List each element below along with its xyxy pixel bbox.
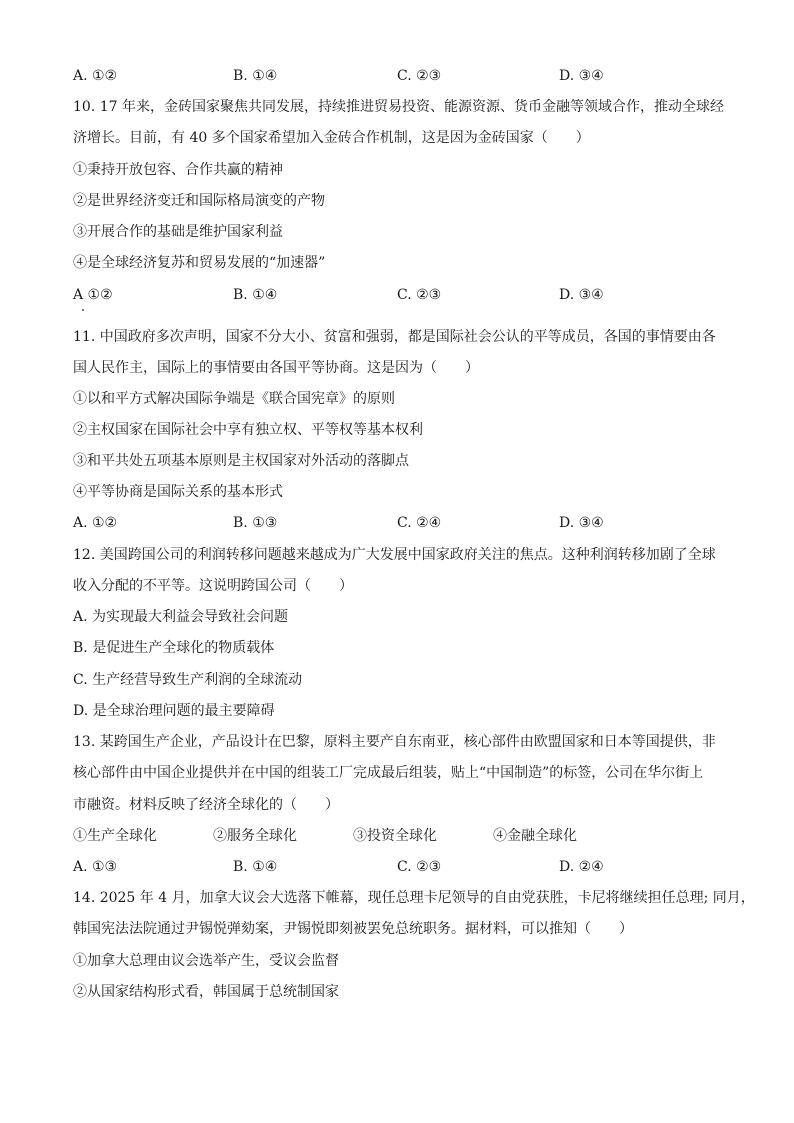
q10-stem-line2: 济增长。目前，有 40 多个国家希望加入金砖合作机制，这是因为金砖国家（ ） [73, 130, 590, 146]
q9-options [73, 66, 713, 86]
q12-choice-d: D. 是全球治理问题的最主要障碍 [73, 703, 275, 719]
q13-option-a: A. ①③ [73, 859, 118, 875]
q11-stem-line2: 国人民作主，国际上的事情要由各国平等协商。这是因为（ ） [73, 360, 479, 376]
q10-options [73, 285, 713, 305]
q10-item-1: ①秉持开放包容、合作共赢的精神 [73, 162, 283, 178]
q10-stem-line1: 10. 17 年来，金砖国家聚焦共同发展，持续推进贸易投资、能源资源、货币金融等领域合作，推动全球经 [73, 99, 724, 115]
q10-item-2: ②是世界经济变迁和国际格局演变的产物 [73, 193, 325, 209]
q11-option-a: A. ①② [73, 515, 118, 531]
q10-option-b: B. ①④ [233, 287, 278, 303]
q11-item-4: ④平等协商是国际关系的基本形式 [73, 484, 283, 500]
q13-item-3: ③投资全球化 [353, 828, 437, 844]
q10-item-3: ③开展合作的基础是维护国家利益 [73, 224, 283, 240]
q13-option-b: B. ①④ [233, 859, 278, 875]
q12-stem-line1: 12. 美国跨国公司的利润转移问题越来越成为广大发展中国家政府关注的焦点。这种利润转移加剧了全球 [73, 547, 716, 563]
q11-item-1: ①以和平方式解决国际争端是《联合国宪章》的原则 [73, 391, 395, 407]
q14-stem-line1: 14. 2025 年 4 月，加拿大议会大选落下帷幕，现任总理卡尼领导的自由党获胜，卡尼将继续担任总理; 同月， [73, 890, 755, 906]
q13-stem-line3: 市融资。材料反映了经济全球化的（ ） [73, 797, 339, 813]
q11-option-b: B. ①③ [233, 515, 278, 531]
q9-option-b: B. ①④ [233, 68, 278, 84]
q13-stem-line1: 13. 某跨国生产企业，产品设计在巴黎，原料主要产自东南亚，核心部件由欧盟国家和日本等国提供，非 [73, 734, 716, 750]
q12-choice-b: B. 是促进生产全球化的物质载体 [73, 640, 275, 656]
q11-option-c: C. ②④ [397, 515, 442, 531]
q14-item-1: ①加拿大总理由议会选举产生，受议会监督 [73, 953, 339, 969]
q13-item-1: ①生产全球化 [73, 828, 157, 844]
q11-item-2: ②主权国家在国际社会中享有独立权、平等权等基本权利 [73, 422, 423, 438]
q10-option-c: C. ②③ [397, 287, 442, 303]
q10-option-d: D. ③④ [559, 287, 604, 303]
q10-item-4: ④是全球经济复苏和贸易发展的“加速器” [73, 255, 326, 271]
q11-options [73, 513, 713, 533]
stray-dot [82, 309, 84, 311]
q13-items [73, 826, 577, 846]
q11-item-3: ③和平共处五项基本原则是主权国家对外活动的落脚点 [73, 453, 409, 469]
q12-choice-c: C. 生产经营导致生产利润的全球流动 [73, 672, 303, 688]
q13-item-2: ②服务全球化 [213, 828, 297, 844]
q14-stem-line2: 韩国宪法法院通过尹锡悦弹劾案，尹锡悦即刻被罢免总统职务。据材料，可以推知（ ） [73, 921, 633, 937]
q12-choice-a: A. 为实现最大利益会导致社会问题 [73, 609, 289, 625]
q13-stem-line2: 核心部件由中国企业提供并在中国的组装工厂完成最后组装，贴上“中国制造”的标签，公司在华尔街上 [73, 765, 704, 781]
q11-stem-line1: 11. 中国政府多次声明，国家不分大小、贫富和强弱，都是国际社会公认的平等成员，各国的事情要由各 [73, 329, 716, 345]
q10-option-a: A ①② [73, 287, 113, 303]
q13-item-4: ④金融全球化 [493, 828, 577, 844]
q9-option-c: C. ②③ [397, 68, 442, 84]
q13-option-c: C. ②③ [397, 859, 442, 875]
q14-item-2: ②从国家结构形式看，韩国属于总统制国家 [73, 984, 339, 1000]
q12-stem-line2: 收入分配的不平等。这说明跨国公司（ ） [73, 578, 353, 594]
q9-option-a: A. ①② [73, 68, 118, 84]
q13-option-d: D. ②④ [559, 859, 604, 875]
q9-option-d: D. ③④ [559, 68, 604, 84]
q13-options [73, 857, 713, 877]
q11-option-d: D. ③④ [559, 515, 604, 531]
